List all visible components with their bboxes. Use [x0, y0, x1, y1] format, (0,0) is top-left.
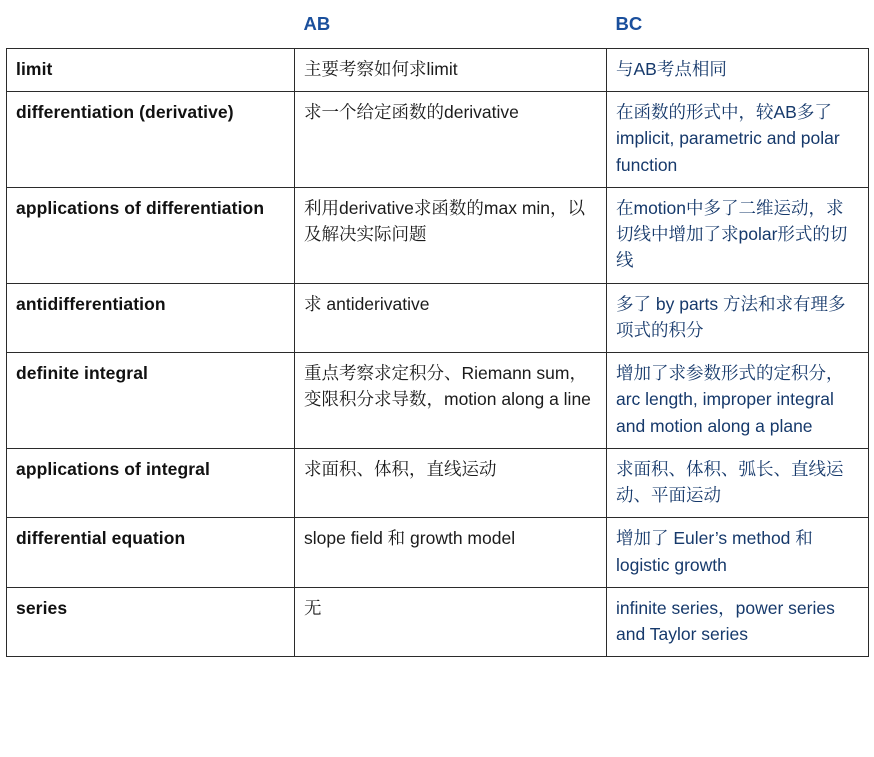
row-bc: 求面积、体积、弧长、直线运动、平面运动 — [607, 448, 869, 518]
row-topic: limit — [7, 48, 295, 91]
row-topic: antidifferentiation — [7, 283, 295, 353]
row-ab: slope field 和 growth model — [295, 518, 607, 588]
row-ab: 求一个给定函数的derivative — [295, 92, 607, 188]
row-topic: definite integral — [7, 353, 295, 449]
table-row — [7, 283, 869, 353]
header-ab: AB — [295, 4, 607, 48]
table-row — [7, 353, 869, 449]
table-row — [7, 48, 869, 91]
table-row — [7, 587, 869, 657]
row-bc: infinite series，power series and Taylor series — [607, 587, 869, 657]
row-ab: 主要考察如何求limit — [295, 48, 607, 91]
row-bc: 在函数的形式中，较AB多了implicit, parametric and polar function — [607, 92, 869, 188]
table-row — [7, 92, 869, 188]
row-ab: 求 antiderivative — [295, 283, 607, 353]
row-bc: 在motion中多了二维运动，求切线中增加了求polar形式的切线 — [607, 187, 869, 283]
table-row — [7, 518, 869, 588]
document-sheet — [0, 4, 874, 757]
row-topic: applications of differentiation — [7, 187, 295, 283]
header-bc: BC — [607, 4, 869, 48]
row-bc: 增加了求参数形式的定积分，arc length, improper integral and motion along a plane — [607, 353, 869, 449]
header-topic — [7, 4, 295, 48]
row-ab: 利用derivative求函数的max min，以及解决实际问题 — [295, 187, 607, 283]
row-ab: 重点考察求定积分、Riemann sum，变限积分求导数，motion along a line — [295, 353, 607, 449]
table-header-row — [7, 4, 869, 48]
row-ab: 求面积、体积，直线运动 — [295, 448, 607, 518]
row-topic: applications of integral — [7, 448, 295, 518]
row-topic: series — [7, 587, 295, 657]
table-row — [7, 187, 869, 283]
row-topic: differential equation — [7, 518, 295, 588]
row-bc: 多了 by parts 方法和求有理多项式的积分 — [607, 283, 869, 353]
row-bc: 与AB考点相同 — [607, 48, 869, 91]
row-bc: 增加了 Euler’s method 和 logistic growth — [607, 518, 869, 588]
row-topic: differentiation (derivative) — [7, 92, 295, 188]
ab-bc-comparison-table — [6, 4, 869, 657]
row-ab: 无 — [295, 587, 607, 657]
table-row — [7, 448, 869, 518]
